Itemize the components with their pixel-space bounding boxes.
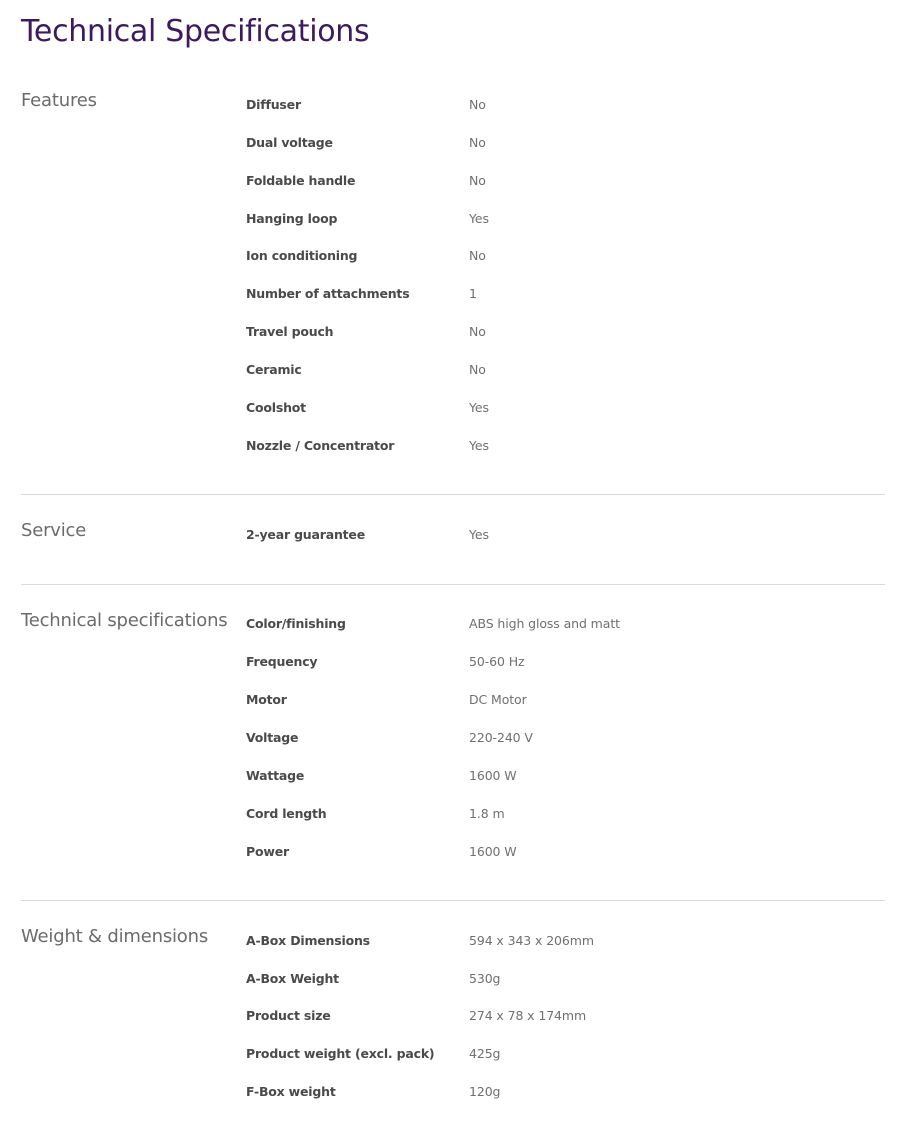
spec-value: 274 x 78 x 174mm: [469, 1008, 587, 1023]
spec-section-technical: [21, 610, 885, 880]
spec-label: Foldable handle: [246, 173, 356, 188]
spec-label: Ion conditioning: [246, 248, 358, 263]
spec-label: Color/finishing: [246, 616, 346, 631]
spec-row: [246, 1046, 866, 1084]
spec-row: [246, 400, 866, 438]
spec-value: Yes: [469, 211, 489, 226]
spec-row: [246, 248, 866, 286]
section-divider: [21, 494, 885, 495]
spec-label: Hanging loop: [246, 211, 338, 226]
spec-row: [246, 730, 866, 768]
spec-value: 220-240 V: [469, 730, 533, 745]
spec-row: [246, 1084, 866, 1122]
section-heading: Weight & dimensions: [21, 926, 209, 947]
spec-section-weight-dimensions: [21, 926, 885, 1116]
spec-value: No: [469, 362, 486, 377]
spec-value: 120g: [469, 1084, 501, 1099]
section-heading: Technical specifications: [21, 610, 228, 631]
spec-section-features: [21, 90, 885, 470]
section-heading: Service: [21, 520, 87, 541]
spec-value: No: [469, 97, 486, 112]
spec-row: [246, 324, 866, 362]
spec-row: [246, 933, 866, 971]
spec-row: [246, 362, 866, 400]
spec-row: [246, 286, 866, 324]
spec-label: Nozzle / Concentrator: [246, 438, 395, 453]
spec-value: 1.8 m: [469, 806, 505, 821]
section-divider: [21, 584, 885, 585]
spec-value: 1600 W: [469, 768, 517, 783]
spec-row: [246, 527, 866, 565]
spec-label: A-Box Weight: [246, 971, 339, 986]
spec-value: Yes: [469, 400, 489, 415]
page-title: Technical Specifications: [21, 14, 370, 49]
section-heading: Features: [21, 90, 97, 111]
spec-label: A-Box Dimensions: [246, 933, 370, 948]
spec-row: [246, 211, 866, 249]
spec-value: 425g: [469, 1046, 501, 1061]
spec-row: [246, 438, 866, 476]
spec-label: Coolshot: [246, 400, 306, 415]
spec-value: No: [469, 324, 486, 339]
spec-value: 594 x 343 x 206mm: [469, 933, 594, 948]
spec-label: Power: [246, 844, 289, 859]
spec-label: Voltage: [246, 730, 299, 745]
spec-value: Yes: [469, 527, 489, 542]
spec-value: No: [469, 135, 486, 150]
spec-label: Wattage: [246, 768, 305, 783]
spec-label: F-Box weight: [246, 1084, 336, 1099]
spec-label: Product weight (excl. pack): [246, 1046, 435, 1061]
spec-row: [246, 173, 866, 211]
spec-value: Yes: [469, 438, 489, 453]
spec-label: Product size: [246, 1008, 331, 1023]
spec-value: No: [469, 248, 486, 263]
spec-row: [246, 616, 866, 654]
spec-label: Frequency: [246, 654, 318, 669]
spec-label: 2-year guarantee: [246, 527, 365, 542]
spec-label: Dual voltage: [246, 135, 333, 150]
spec-value: DC Motor: [469, 692, 527, 707]
spec-label: Ceramic: [246, 362, 302, 377]
spec-row: [246, 844, 866, 882]
spec-row: [246, 97, 866, 135]
spec-row: [246, 806, 866, 844]
spec-row: [246, 654, 866, 692]
spec-value: 50-60 Hz: [469, 654, 525, 669]
spec-label: Travel pouch: [246, 324, 334, 339]
section-divider: [21, 900, 885, 901]
spec-row: [246, 1008, 866, 1046]
spec-value: ABS high gloss and matt: [469, 616, 620, 631]
spec-row: [246, 971, 866, 1009]
spec-label: Cord length: [246, 806, 327, 821]
spec-section-service: [21, 520, 885, 560]
spec-value: No: [469, 173, 486, 188]
spec-value: 530g: [469, 971, 501, 986]
spec-row: [246, 135, 866, 173]
spec-value: 1600 W: [469, 844, 517, 859]
spec-label: Number of attachments: [246, 286, 410, 301]
spec-label: Motor: [246, 692, 287, 707]
spec-label: Diffuser: [246, 97, 301, 112]
spec-value: 1: [469, 286, 477, 301]
spec-row: [246, 692, 866, 730]
spec-row: [246, 768, 866, 806]
